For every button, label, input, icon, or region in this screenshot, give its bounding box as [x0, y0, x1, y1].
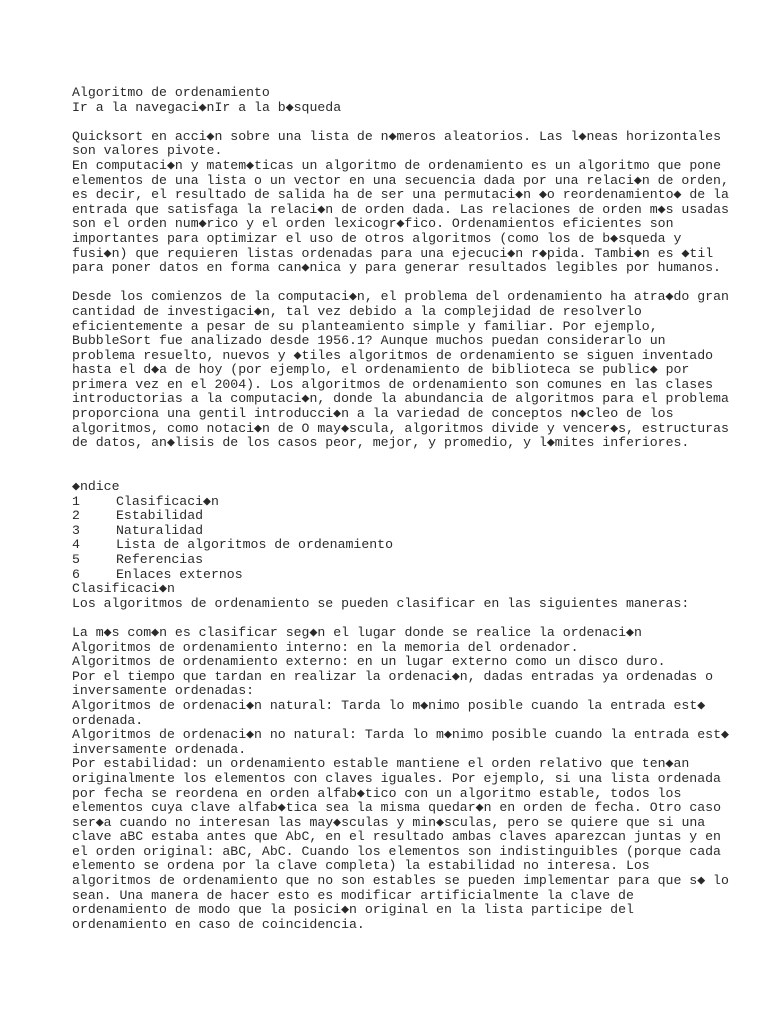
toc-item-number: 5 — [72, 552, 80, 567]
table-of-contents — [72, 495, 712, 583]
toc-item-number: 6 — [72, 566, 80, 582]
toc-item-number: 3 — [72, 522, 80, 538]
image-caption: Quicksort en acci◆n sobre una lista de n◆meros aleatorios. Las l◆neas horizontales son valores pivote. — [72, 128, 722, 159]
section-heading-clasificacion: Clasificaci◆n — [72, 581, 175, 597]
toc-item-number: 2 — [72, 508, 80, 524]
toc-item-number: 4 — [72, 537, 80, 553]
intro-paragraph: En computaci◆n y matem◆ticas un algoritmo de ordenamiento es un algoritmo que pone elementos de una lista o un vector en una secuencia dada por una relaci◆n de orden, es decir, el resultado de salida ha de ser una permutaci◆n ◆o reordenamiento◆ de la entrada que satisfaga la relaci◆n de orden dada. Las relaciones de orden m◆s usadas son el orden num◆rico y el orden lexicogr◆fico. Ordenamientos eficientes son importantes para optimizar el uso de otros algoritmos (como los de b◆squeda y fusi◆n) que requieren listas ordenadas para una ejecuci◆n r◆pida. Tambi◆n es ◆til para poner datos en forma can◆nica y para generar resultados legibles por humanos. — [72, 157, 729, 276]
toc-item-label[interactable]: Naturalidad — [116, 522, 204, 538]
history-paragraph: Desde los comienzos de la computaci◆n, el problema del ordenamiento ha atra◆do gran cantidad de investigaci◆n, tal vez debido a la complejidad de resolverlo eficientemente a pesar de su planteamiento simple y familiar. Por ejemplo, BubbleSort fue analizado desde 1956.1? Aunque muchos puedan considerarlo un problema resuelto, nuevos y ◆tiles algoritmos de ordenamiento se siguen inventado hasta el d◆a de hoy (por ejemplo, el ordenamiento de biblioteca se public◆ por primera vez en el 2004). Los algoritmos de ordenamiento son comunes en las clases introductorias a la computaci◆n, donde la abundancia de algoritmos para el problema proporciona una gentil introducci◆n a la variedad de conceptos n◆cleo de los algoritmos, como notaci◆n de O may◆scula, algoritmos divide y vencer◆s, estructuras de datos, an◆lisis de los casos peor, mejor, y promedio, y l◆mites inferiores. — [72, 289, 729, 451]
toc-item[interactable] — [72, 495, 712, 510]
toc-item[interactable] — [72, 509, 712, 524]
toc-heading: ◆ndice — [72, 479, 120, 495]
toc-item-label[interactable]: Enlaces externos — [116, 566, 243, 582]
document-page — [72, 85, 729, 932]
page-title: Algoritmo de ordenamiento — [72, 85, 270, 100]
toc-item[interactable] — [72, 553, 712, 568]
toc-item[interactable] — [72, 524, 712, 539]
classification-intro: Los algoritmos de ordenamiento se pueden clasificar en las siguientes maneras: — [72, 595, 690, 611]
navigation-links[interactable]: Ir a la navegaci◆nIr a la b◆squeda — [72, 99, 342, 115]
toc-item[interactable] — [72, 538, 712, 553]
toc-item-label[interactable]: Lista de algoritmos de ordenamiento — [116, 537, 393, 553]
classification-body: La m◆s com◆n es clasificar seg◆n el lugar donde se realice la ordenaci◆n Algoritmos de ordenamiento interno: en la memoria del ordenador. Algoritmos de ordenamiento externo: en un lugar externo como un disco duro. Por el tiempo que tardan en realizar la ordenaci◆n, dadas entradas ya ordenadas o inversamente ordenadas: Algoritmos de ordenaci◆n natural: Tarda lo m◆nimo posible cuando la entrada est◆ ordenada. Algoritmos de ordenaci◆n no natural: Tarda lo m◆nimo posible cuando la entrada est◆ inversamente ordenada. Por estabilidad: un ordenamiento estable mantiene el orden relativo que ten◆an originalmente los elementos con claves iguales. Por ejemplo, si una lista ordenada por fecha se reordena en orden alfab◆tico con un algoritmo estable, todos los elementos cuya clave alfab◆tica sea la misma quedar◆n en orden de fecha. Otro caso ser◆a cuando no interesan las may◆sculas y min◆sculas, pero se quiere que si una clave aBC estaba antes que AbC, en el resultado ambas claves aparezcan juntas y en el orden original: aBC, AbC. Cuando los elementos son indistinguibles (porque cada elemento se ordena por la clave completa) la estabilidad no interesa. Los algoritmos de ordenamiento que no son estables se pueden implementar para que s◆ lo sean. Una manera de hacer esto es modificar artificialmente la clave de ordenamiento de modo que la posici◆n original en la lista participe del ordenamiento en caso de coincidencia. — [72, 624, 729, 932]
toc-item-label[interactable]: Clasificaci◆n — [116, 493, 219, 509]
toc-item-label[interactable]: Estabilidad — [116, 508, 204, 524]
toc-item-number: 1 — [72, 493, 80, 509]
toc-item[interactable] — [72, 568, 712, 583]
toc-item-label[interactable]: Referencias — [116, 552, 204, 567]
